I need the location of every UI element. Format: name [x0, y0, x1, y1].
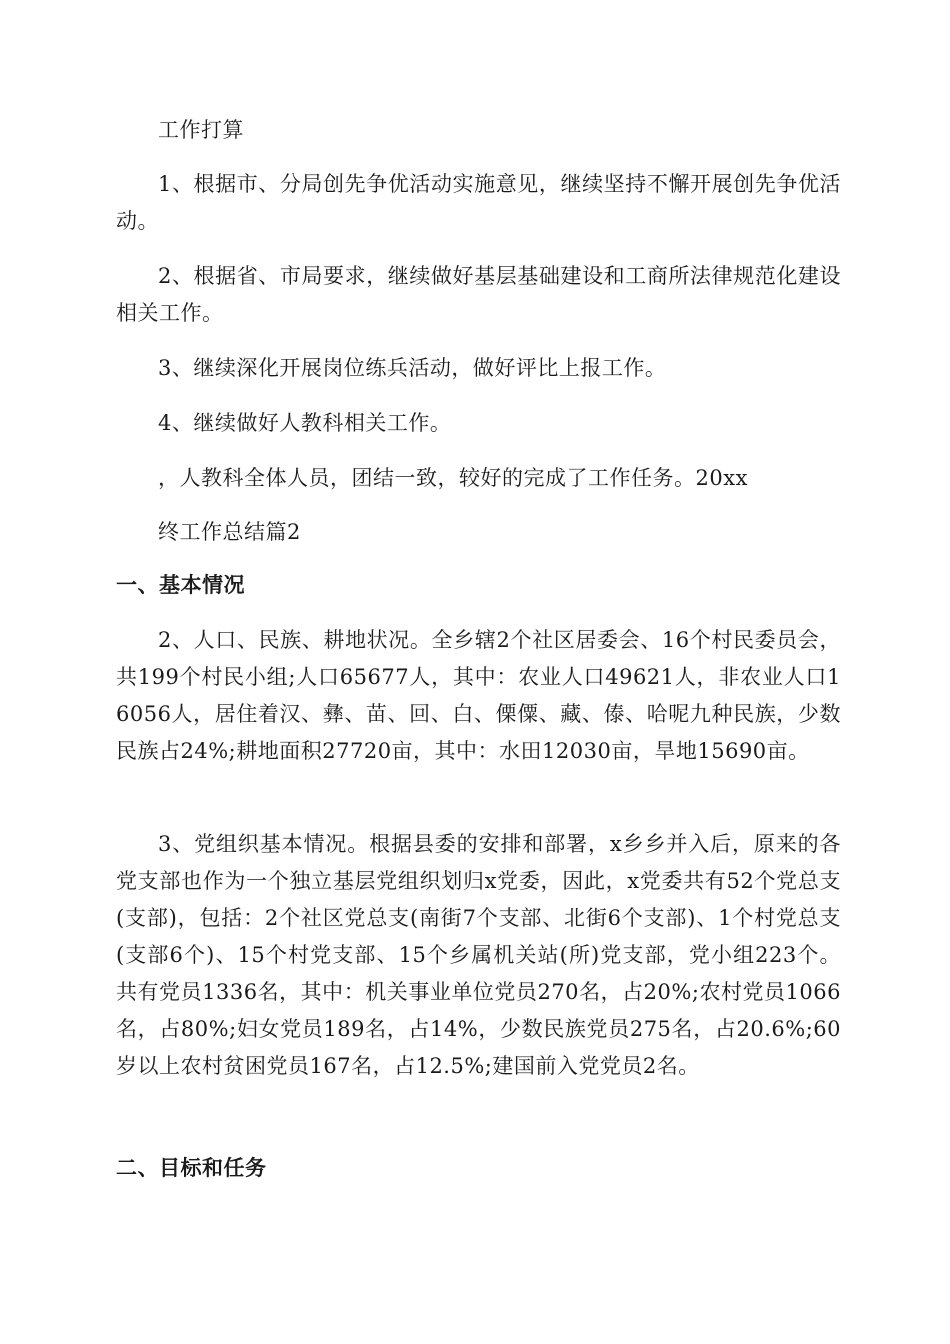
plan-item-4: 4、继续做好人教科相关工作。	[158, 411, 452, 435]
heading-goals-tasks: 二、目标和任务	[116, 1156, 267, 1180]
population-paragraph: 2、人口、民族、耕地状况。全乡辖2个社区居委会、16个村民委员会，共199个村民小组;人口65677人，其中：农业人口49621人，非农业人口16056人，居住着汉、彝、苗、回、白、傈僳、藏、傣、哈呢九种民族，少数民族占24%;耕地面积27720亩，其中：水田12030亩，旱地15690亩。	[116, 628, 841, 763]
plan-item-2: 2、根据省、市局要求，继续做好基层基础建设和工商所法律规范化建设相关工作。	[116, 264, 841, 325]
summary-paragraph: ，人教科全体人员，团结一致，较好的完成了工作任务。20xx	[158, 466, 748, 490]
plan-item-1: 1、根据市、分局创先争优活动实施意见，继续坚持不懈开展创先争优活动。	[116, 172, 841, 233]
heading-basic-situation: 一、基本情况	[116, 573, 245, 597]
plan-item-3: 3、继续深化开展岗位练兵活动，做好评比上报工作。	[158, 356, 667, 380]
section-title-paragraph: 终工作总结篇2	[158, 520, 301, 544]
party-organization-paragraph: 3、党组织基本情况。根据县委的安排和部署，x乡乡并入后，原来的各党支部也作为一个独立基层党组织划归x党委，因此，x党委共有52个党总支(支部)，包括：2个社区党总支(南街7个支部、北街6个支部)、1个村党总支(支部6个)、15个村党支部、15个乡属机关站(所)党支部，党小组223个。共有党员1336名，其中：机关事业单位党员270名，占20%;农村党员1066名，占80%;妇女党员189名，占14%，少数民族党员275名，占20.6%;60岁以上农村贫困党员167名，占12.5%;建国前入党党员2名。	[116, 832, 841, 1078]
plan-title-paragraph: 工作打算	[158, 118, 244, 142]
